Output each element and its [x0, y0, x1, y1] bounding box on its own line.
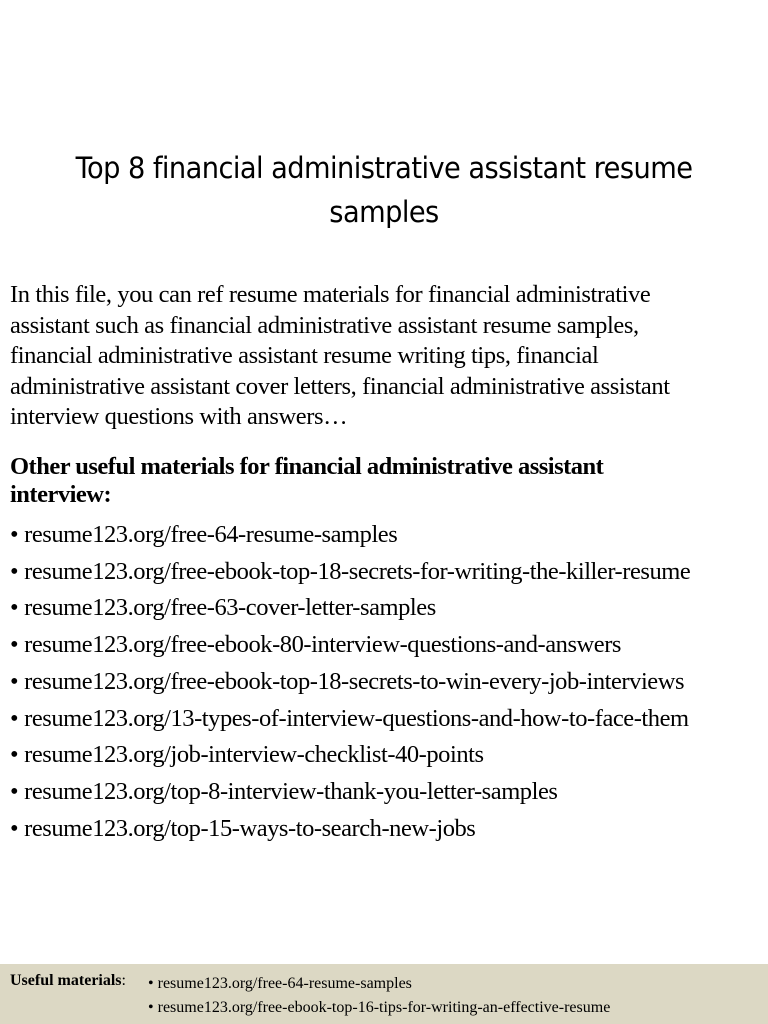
- footer-list-item: [148, 996, 610, 1020]
- page-title: [23, 146, 745, 234]
- list-item: [10, 517, 690, 554]
- resource-link[interactable]: resume123.org/13-types-of-interview-questions-and-how-to-face-them: [24, 704, 689, 732]
- resource-link[interactable]: resume123.org/free-64-resume-samples: [24, 521, 398, 548]
- intro-line: assistant such as financial administrative assistant resume samples,: [10, 311, 639, 339]
- intro-paragraph: [10, 280, 768, 433]
- heading-line: interview:: [10, 481, 112, 508]
- bullet-icon: •: [10, 521, 19, 548]
- resource-link[interactable]: resume123.org/job-interview-checklist-40-points: [24, 741, 484, 769]
- intro-line: financial administrative assistant resume writing tips, financial: [10, 342, 599, 369]
- list-item: [10, 627, 690, 664]
- bullet-icon: •: [10, 741, 19, 769]
- intro-line: In this file, you can ref resume materials for financial administrative: [10, 281, 651, 308]
- footer-bar: [0, 964, 768, 1024]
- resource-link[interactable]: resume123.org/top-8-interview-thank-you-letter-samples: [24, 777, 558, 805]
- resource-link[interactable]: resume123.org/free-63-cover-letter-samples: [24, 594, 436, 622]
- bullet-icon: •: [148, 975, 154, 992]
- footer-link[interactable]: resume123.org/free-64-resume-samples: [157, 975, 412, 992]
- resource-link[interactable]: resume123.org/free-ebook-80-interview-questions-and-answers: [24, 631, 622, 659]
- bullet-icon: •: [10, 814, 19, 842]
- list-item: [10, 590, 690, 627]
- list-item: [10, 664, 690, 701]
- footer-label: [10, 972, 126, 990]
- footer-colon: :: [121, 972, 126, 989]
- bullet-icon: •: [10, 704, 19, 732]
- materials-link-list: [10, 517, 690, 847]
- title-line: Top 8 financial administrative assistant resume: [75, 151, 693, 185]
- footer-link-list: [148, 972, 610, 1020]
- bullet-icon: •: [148, 999, 154, 1016]
- list-item: [10, 774, 690, 811]
- footer-link[interactable]: resume123.org/free-ebook-top-16-tips-for-writing-an-effective-resume: [157, 999, 611, 1016]
- bullet-icon: •: [10, 667, 19, 695]
- title-line: samples: [329, 195, 439, 229]
- list-item: [10, 554, 690, 591]
- list-item: [10, 811, 690, 848]
- bullet-icon: •: [10, 557, 19, 585]
- resource-link[interactable]: resume123.org/free-ebook-top-18-secrets-to-win-every-job-interviews: [24, 667, 685, 695]
- bullet-icon: •: [10, 777, 19, 805]
- bullet-icon: •: [10, 594, 19, 622]
- footer-list-item: [148, 972, 610, 996]
- footer-label-text: Useful materials: [10, 972, 122, 989]
- materials-heading: [10, 453, 768, 509]
- list-item: [10, 737, 690, 774]
- resource-link[interactable]: resume123.org/top-15-ways-to-search-new-jobs: [24, 814, 476, 842]
- list-item: [10, 701, 690, 738]
- intro-line: administrative assistant cover letters, financial administrative assistant: [10, 372, 670, 400]
- resource-link[interactable]: resume123.org/free-ebook-top-18-secrets-for-writing-the-killer-resume: [24, 557, 691, 585]
- bullet-icon: •: [10, 631, 19, 659]
- heading-line: Other useful materials for financial administrative assistant: [10, 453, 604, 480]
- intro-line: interview questions with answers…: [10, 403, 348, 430]
